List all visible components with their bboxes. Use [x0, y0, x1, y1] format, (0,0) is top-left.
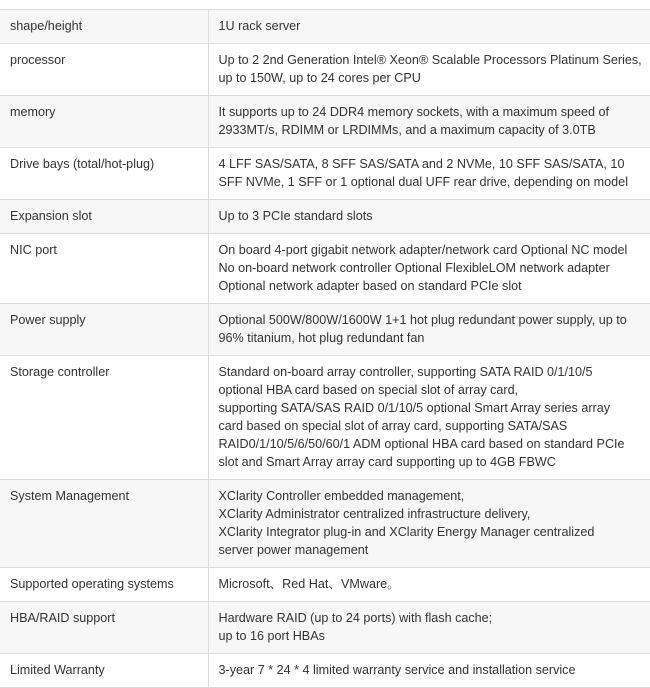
row-value-line: server power management: [218, 543, 369, 557]
row-label: Drive bays (total/hot-plug): [0, 148, 208, 200]
row-value: [208, 602, 650, 654]
row-label: memory: [0, 96, 208, 148]
row-label: shape/height: [0, 10, 208, 44]
row-value-line: card based on special slot of array card, supporting SATA/SAS: [218, 419, 568, 433]
row-value-line: Standard on-board array controller, supporting SATA RAID 0/1/10/5: [218, 365, 593, 379]
row-value: [208, 356, 650, 480]
row-value-line: RAID0/1/10/5/6/50/60/1 ADM optional HBA card based on standard PCIe: [218, 437, 625, 451]
row-value-line: 4 LFF SAS/SATA, 8 SFF SAS/SATA and 2 NVMe, 10 SFF SAS/SATA, 10 SFF NVMe, 1 SFF or 1 optional dual UFF rear drive, depending on model: [218, 157, 628, 189]
table-row: [0, 568, 650, 602]
row-label: processor: [0, 44, 208, 96]
table-row: [0, 10, 650, 44]
row-value-line: supporting SATA/SAS RAID 0/1/10/5 optional Smart Array series array: [218, 401, 611, 415]
row-label: HBA/RAID support: [0, 602, 208, 654]
row-label: Power supply: [0, 304, 208, 356]
row-label: Supported operating systems: [0, 568, 208, 602]
row-label: Storage controller: [0, 356, 208, 480]
row-value: [208, 568, 650, 602]
row-value-line: Up to 3 PCIe standard slots: [218, 209, 373, 223]
table-row: [0, 356, 650, 480]
spec-table: [0, 9, 650, 688]
row-value-line: Up to 2 2nd Generation Intel® Xeon® Scalable Processors Platinum Series, up to 150W, up to 24 cores per CPU: [218, 53, 642, 85]
row-value-line: XClarity Controller embedded management,: [218, 489, 465, 503]
table-row: [0, 304, 650, 356]
row-value: [208, 148, 650, 200]
table-row: [0, 480, 650, 568]
row-value-line: Optional 500W/800W/1600W 1+1 hot plug redundant power supply, up to 96% titanium, hot plug redundant fan: [218, 313, 627, 345]
row-value: [208, 200, 650, 234]
row-value: [208, 96, 650, 148]
table-row: [0, 234, 650, 304]
row-value-line: up to 16 port HBAs: [218, 629, 325, 643]
row-value: [208, 10, 650, 44]
row-value-line: XClarity Integrator plug-in and XClarity Energy Manager centralized: [218, 525, 595, 539]
table-row: [0, 96, 650, 148]
row-value: [208, 654, 650, 688]
row-label: Expansion slot: [0, 200, 208, 234]
table-row: [0, 148, 650, 200]
row-value-line: On board 4-port gigabit network adapter/network card Optional NC model No on-board network controller Optional FlexibleLOM network adapter Optional network adapter based on standard PCIe slot: [218, 243, 628, 293]
row-value-line: optional HBA card based on special slot of array card,: [218, 383, 519, 397]
spec-table-body: [0, 10, 650, 688]
row-value-line: Hardware RAID (up to 24 ports) with flash cache;: [218, 611, 493, 625]
table-row: [0, 654, 650, 688]
row-value: [208, 304, 650, 356]
row-value-line: 1U rack server: [218, 19, 301, 33]
row-value-line: XClarity Administrator centralized infrastructure delivery,: [218, 507, 531, 521]
table-row: [0, 44, 650, 96]
row-value-line: It supports up to 24 DDR4 memory sockets, with a maximum speed of 2933MT/s, RDIMM or LRDIMMs, and a maximum capacity of 3.0TB: [218, 105, 610, 137]
row-label: System Management: [0, 480, 208, 568]
row-value-line: slot and Smart Array array card supporting up to 4GB FBWC: [218, 455, 556, 469]
row-label: NIC port: [0, 234, 208, 304]
row-label: Limited Warranty: [0, 654, 208, 688]
row-value: [208, 234, 650, 304]
row-value: [208, 44, 650, 96]
row-value: [208, 480, 650, 568]
table-row: [0, 602, 650, 654]
row-value-line: Microsoft、Red Hat、VMware。: [218, 577, 400, 591]
table-row: [0, 200, 650, 234]
row-value-line: 3-year 7 * 24 * 4 limited warranty service and installation service: [218, 663, 576, 677]
